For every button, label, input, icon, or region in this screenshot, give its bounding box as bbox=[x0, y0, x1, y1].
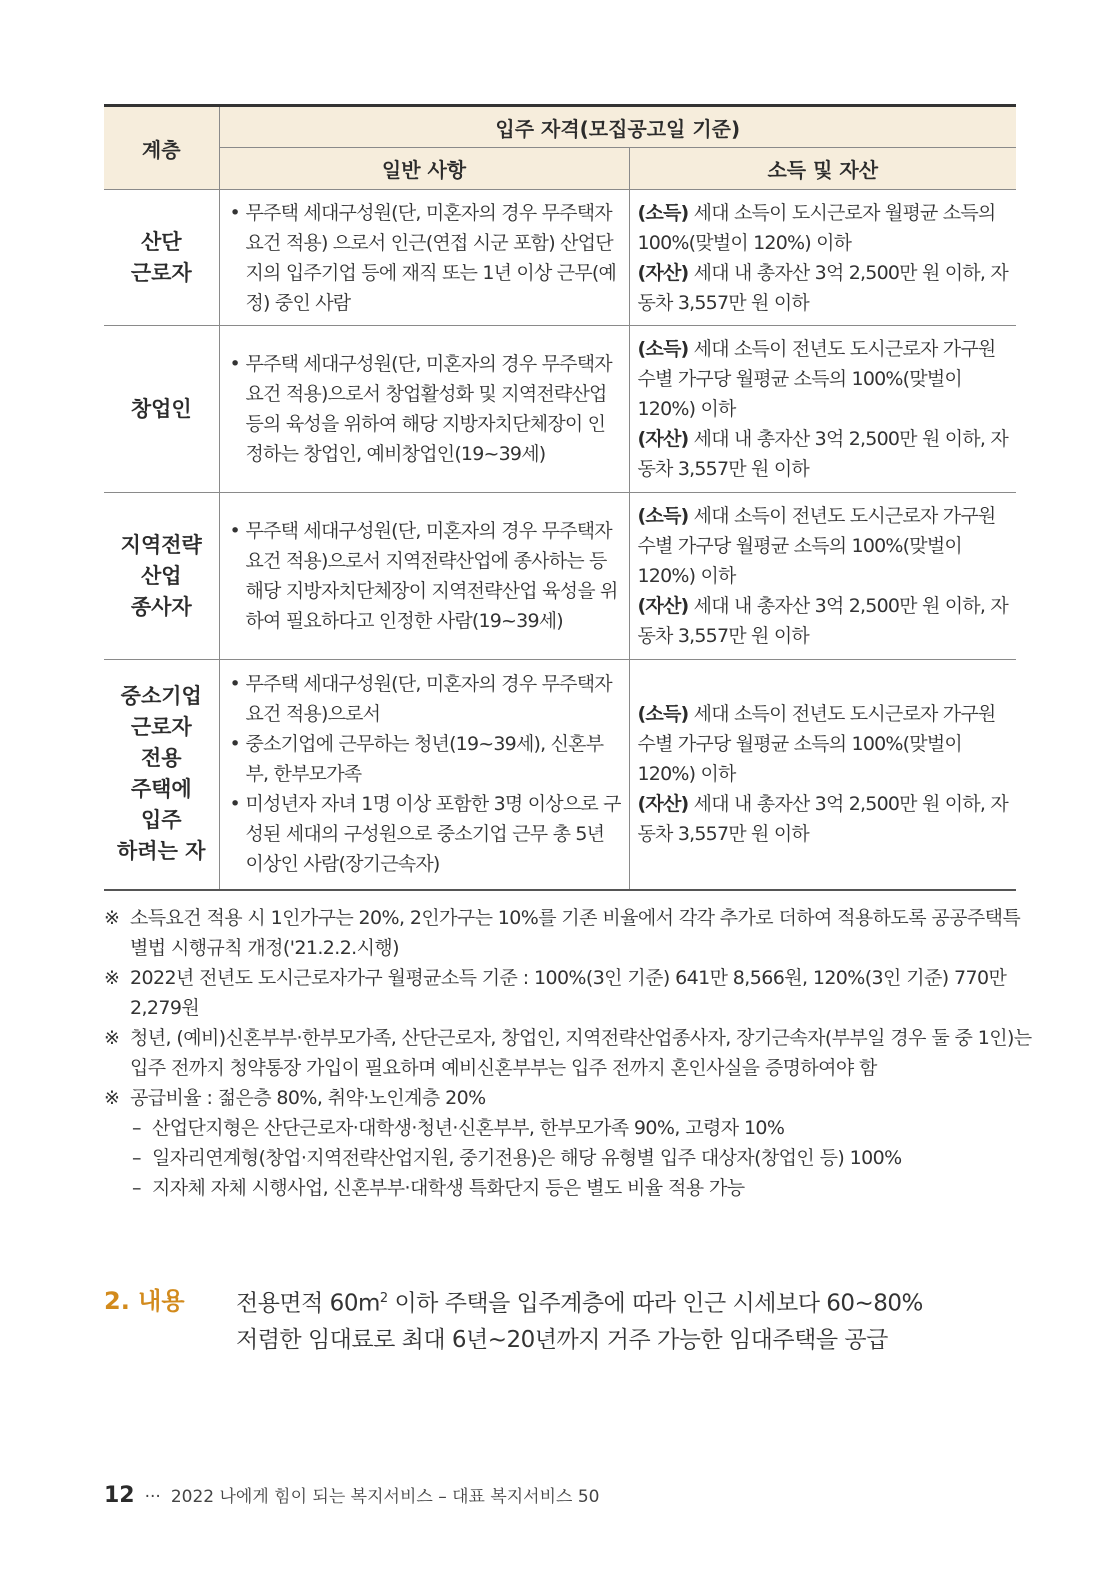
note-text: 청년, (예비)신혼부부·한부모가족, 산단근로자, 창업인, 지역전략산업종사자, 장기근속자(부부일 경우 둘 중 1인)는 입주 전까지 청약통장 가입이 필요하며 예비신혼부부는 입주 전까지 혼인사실을 증명하여야 함 bbox=[130, 1027, 1032, 1079]
section-line bbox=[236, 1281, 1056, 1322]
dash-mark: – bbox=[132, 1117, 141, 1139]
section-body bbox=[236, 1281, 1056, 1358]
category-line: 중소기업 bbox=[120, 684, 202, 709]
category-cell bbox=[104, 493, 219, 660]
category-line: 산업 bbox=[140, 563, 182, 588]
note-sub-item bbox=[104, 1143, 1034, 1173]
dash-mark: – bbox=[132, 1147, 141, 1169]
asset-label: (자산) bbox=[637, 793, 689, 816]
section-text: 전용면적 60m bbox=[236, 1290, 380, 1317]
income-text: 세대 소득이 전년도 도시근로자 가구원수별 가구당 월평균 소득의 100%(맞벌이 120%) 이하 bbox=[637, 505, 996, 587]
category-cell bbox=[104, 660, 219, 890]
income-text: 세대 소득이 도시근로자 월평균 소득의 100%(맞벌이 120%) 이하 bbox=[637, 201, 996, 254]
category-line: 근로자 bbox=[130, 260, 192, 285]
category-line: 전용 bbox=[140, 746, 182, 771]
superscript: 2 bbox=[379, 1291, 388, 1306]
income-asset-cell bbox=[629, 493, 1016, 660]
note-text: 2022년 전년도 도시근로자가구 월평균소득 기준 : 100%(3인 기준) 641만 8,566원, 120%(3인 기준) 770만 2,279원 bbox=[130, 967, 1007, 1019]
note-item bbox=[104, 903, 1034, 963]
note-sub-text: 지자체 자체 시행사업, 신혼부부·대학생 특화단지 등은 별도 비율 적용 가능 bbox=[152, 1177, 745, 1199]
note-item bbox=[104, 1083, 1034, 1113]
general-bullet: • 무주택 세대구성원(단, 미혼자의 경우 무주택자 요건 적용)으로서 bbox=[230, 669, 623, 729]
footer-dots: ··· bbox=[144, 1487, 161, 1507]
general-bullet: • 무주택 세대구성원(단, 미혼자의 경우 무주택자 요건 적용)으로서 창업활성화 및 지역전략산업 등의 육성을 위하여 해당 지방자치단체장이 인정하는 창업인, 예비창업인(19~39세) bbox=[230, 349, 623, 469]
header-category: 계층 bbox=[104, 106, 219, 190]
note-item bbox=[104, 963, 1034, 1023]
note-text: 공급비율 : 젊은층 80%, 취약·노인계층 20% bbox=[130, 1087, 486, 1109]
income-asset-cell bbox=[629, 326, 1016, 493]
general-cell bbox=[219, 326, 629, 493]
table-row bbox=[104, 326, 1016, 493]
note-mark: ※ bbox=[104, 907, 120, 929]
note-sub-text: 산업단지형은 산단근로자·대학생·청년·신혼부부, 한부모가족 90%, 고령자 10% bbox=[152, 1117, 785, 1139]
category-line: 주택에 bbox=[130, 777, 192, 802]
header-qualification: 입주 자격(모집공고일 기준) bbox=[219, 106, 1016, 148]
note-mark: ※ bbox=[104, 1027, 120, 1049]
notes-block bbox=[104, 903, 1034, 1203]
category-line: 지역전략 bbox=[120, 532, 202, 557]
note-sub-item bbox=[104, 1173, 1034, 1203]
asset-label: (자산) bbox=[637, 595, 689, 617]
income-asset-cell bbox=[629, 190, 1016, 326]
asset-text: 세대 내 총자산 3억 2,500만 원 이하, 자동차 3,557만 원 이하 bbox=[637, 793, 1008, 846]
general-bullet: • 미성년자 자녀 1명 이상 포함한 3명 이상으로 구성된 세대의 구성원으로 중소기업 근무 총 5년 이상인 사람(장기근속자) bbox=[230, 789, 623, 879]
section-heading: 2. 내용 bbox=[104, 1287, 185, 1315]
page-footer bbox=[104, 1482, 600, 1508]
table-row bbox=[104, 493, 1016, 660]
general-bullet: • 무주택 세대구성원(단, 미혼자의 경우 무주택자 요건 적용) 으로서 인근(연접 시군 포함) 산업단지의 입주기업 등에 재직 또는 1년 이상 근무(예정) 중인 사람 bbox=[230, 198, 623, 318]
footer-title: 2022 나에게 힘이 되는 복지서비스 – 대표 복지서비스 50 bbox=[170, 1487, 600, 1507]
category-line: 하려는 자 bbox=[117, 839, 206, 864]
income-label: (소득) bbox=[637, 338, 689, 360]
category-line: 종사자 bbox=[130, 594, 192, 619]
note-sub-text: 일자리연계형(창업·지역전략산업지원, 중기전용)은 해당 유형별 입주 대상자(창업인 등) 100% bbox=[152, 1147, 902, 1169]
header-income-asset: 소득 및 자산 bbox=[629, 148, 1016, 190]
income-text: 세대 소득이 전년도 도시근로자 가구원수별 가구당 월평균 소득의 100%(맞벌이 120%) 이하 bbox=[637, 703, 996, 786]
note-sub-item bbox=[104, 1113, 1034, 1143]
note-mark: ※ bbox=[104, 967, 120, 989]
category-line: 창업인 bbox=[130, 396, 192, 421]
asset-label: (자산) bbox=[637, 261, 689, 284]
page-number: 12 bbox=[104, 1483, 135, 1508]
table-row bbox=[104, 660, 1016, 890]
asset-label: (자산) bbox=[637, 428, 689, 450]
general-bullet: • 무주택 세대구성원(단, 미혼자의 경우 무주택자 요건 적용)으로서 지역전략산업에 종사하는 등 해당 지방자치단체장이 지역전략산업 육성을 위하여 필요하다고 인정한 사람(19~39세) bbox=[230, 516, 623, 636]
asset-text: 세대 내 총자산 3억 2,500만 원 이하, 자동차 3,557만 원 이하 bbox=[637, 261, 1008, 314]
income-asset-cell bbox=[629, 660, 1016, 890]
table-row bbox=[104, 190, 1016, 326]
asset-text: 세대 내 총자산 3억 2,500만 원 이하, 자동차 3,557만 원 이하 bbox=[637, 428, 1008, 480]
income-label: (소득) bbox=[637, 201, 689, 224]
income-label: (소득) bbox=[637, 505, 689, 527]
category-cell bbox=[104, 190, 219, 326]
category-line: 입주 bbox=[140, 808, 182, 833]
income-label: (소득) bbox=[637, 703, 689, 726]
general-cell bbox=[219, 493, 629, 660]
income-text: 세대 소득이 전년도 도시근로자 가구원수별 가구당 월평균 소득의 100%(맞벌이 120%) 이하 bbox=[637, 338, 996, 420]
dash-mark: – bbox=[132, 1177, 141, 1199]
header-general: 일반 사항 bbox=[219, 148, 629, 190]
note-text: 소득요건 적용 시 1인가구는 20%, 2인가구는 10%를 기존 비율에서 각각 추가로 더하여 적용하도록 공공주택특별법 시행규칙 개정('21.2.2.시행) bbox=[130, 907, 1021, 959]
eligibility-table bbox=[104, 104, 1016, 891]
category-line: 근로자 bbox=[130, 715, 192, 740]
general-bullet: • 중소기업에 근무하는 청년(19~39세), 신혼부부, 한부모가족 bbox=[230, 729, 623, 789]
category-cell bbox=[104, 326, 219, 493]
general-cell bbox=[219, 660, 629, 890]
section-line: 저렴한 임대료로 최대 6년~20년까지 거주 가능한 임대주택을 공급 bbox=[236, 1326, 888, 1353]
general-cell bbox=[219, 190, 629, 326]
asset-text: 세대 내 총자산 3억 2,500만 원 이하, 자동차 3,557만 원 이하 bbox=[637, 595, 1008, 647]
category-line: 산단 bbox=[140, 229, 182, 254]
section-text: 이하 주택을 입주계층에 따라 인근 시세보다 60~80% bbox=[387, 1290, 923, 1317]
note-mark: ※ bbox=[104, 1087, 120, 1109]
note-item bbox=[104, 1023, 1034, 1083]
